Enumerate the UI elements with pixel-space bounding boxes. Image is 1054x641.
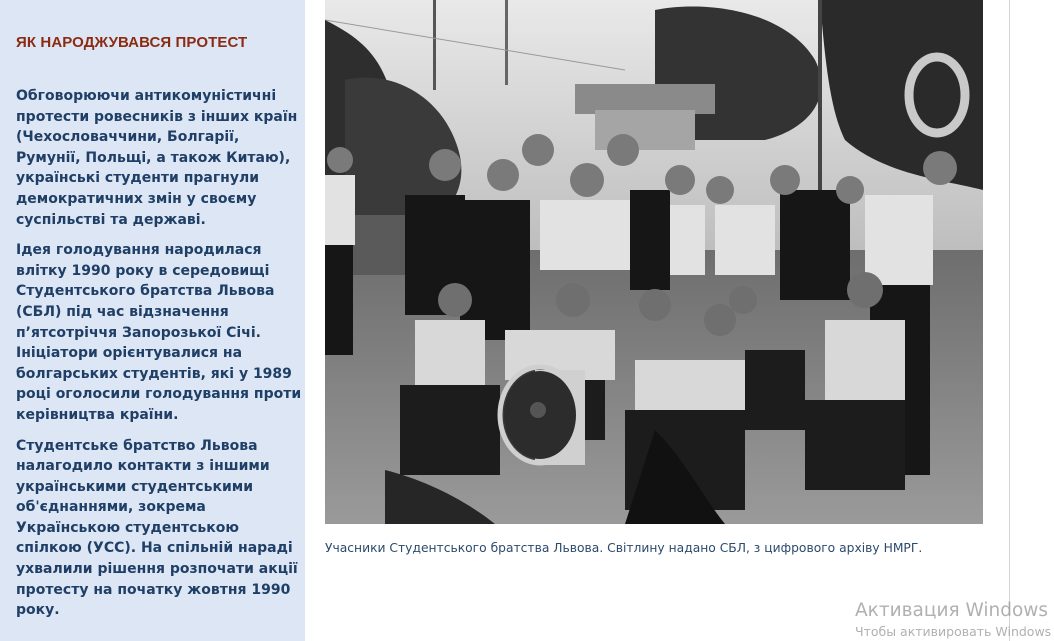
group-photo-icon <box>325 0 983 524</box>
watermark-subtitle: Чтобы активировать Windows <box>855 624 1052 639</box>
photo-caption: Учасники Студентського братства Львова. Світлину надано СБЛ, з цифрового архіву НМРГ. <box>325 541 923 555</box>
scrollbar-track[interactable] <box>1009 0 1010 641</box>
watermark-title: Активация Windows <box>855 600 1049 621</box>
windows-activation-watermark <box>855 599 1051 641</box>
paragraph-2: Ідея голодування народилася влітку 1990 року в середовищі Студентського братства Львова (СБЛ) під час відзначення п’ятсотріччя Запорозької Січі. Ініціатори орієнтувалися на болгарських студентів, які у 1989 році оголосили голодування проти керівництва країни. <box>16 242 302 423</box>
sidebar-panel <box>0 0 305 641</box>
paragraph-3: Студентське братство Львова налагодило контакти з іншими українськими студентськими об'єднаннями, зокрема Українською студентською спілкою (УСС). На спільній нараді ухвалили рішення розпочати акції протесту на початку жовтня 1990 року. <box>16 437 298 619</box>
paragraph-1: Обговорюючи антикомуністичні протести ровесників з інших країн (Чехословаччини, Болгарії, Румунії, Польщі, а також Китаю), українські студенти прагнули демократичних змін у своєму суспільстві та державі. <box>16 88 298 228</box>
historical-photo <box>325 0 983 524</box>
section-heading: ЯК НАРОДЖУВАВСЯ ПРОТЕСТ <box>16 34 248 51</box>
